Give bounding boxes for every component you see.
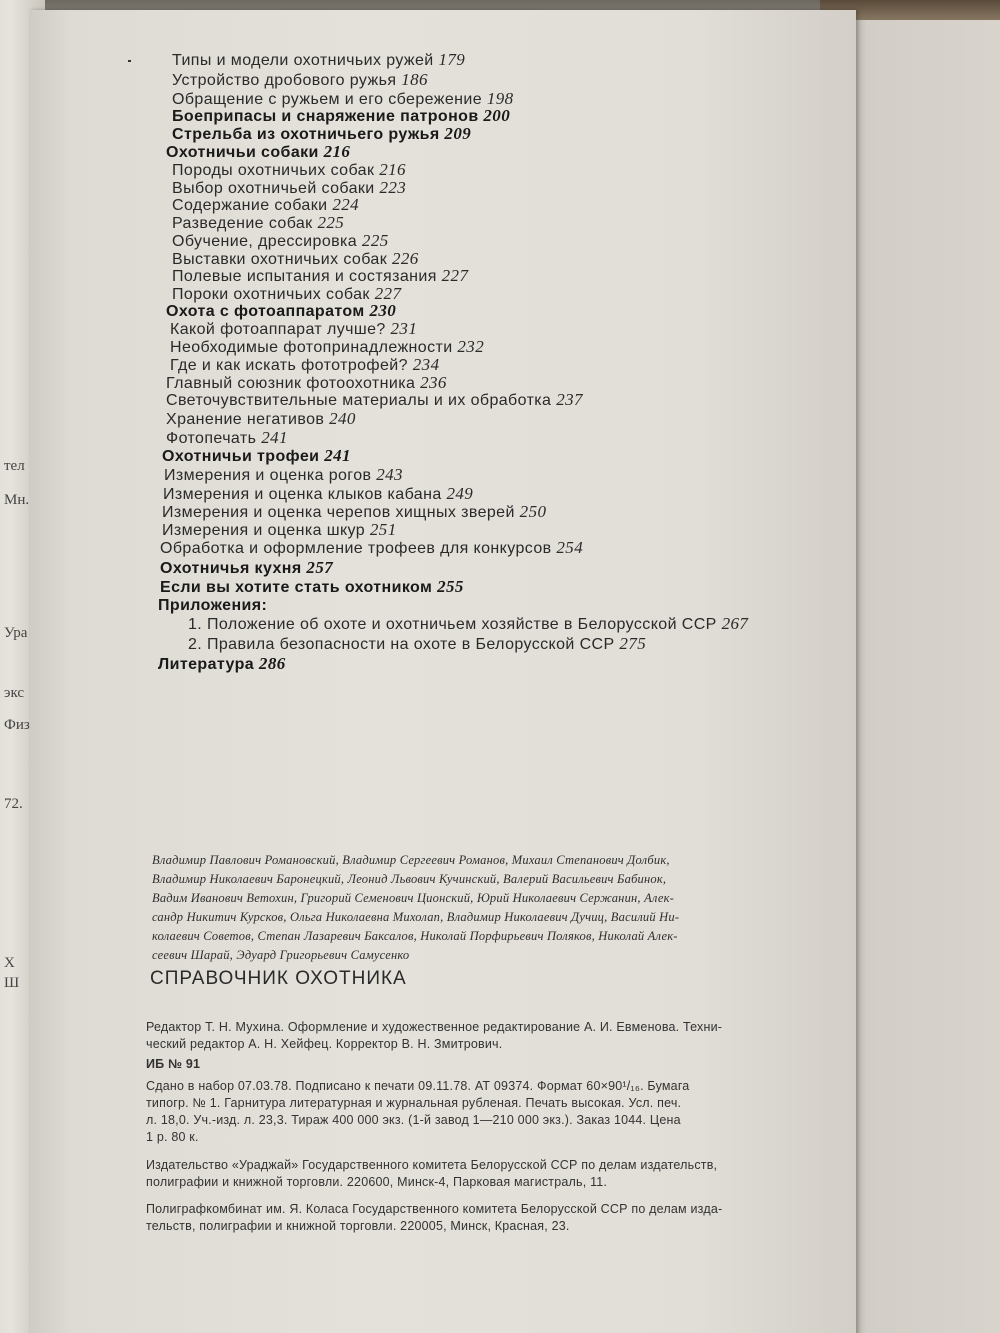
toc-entry-title: Породы охотничьих собак: [172, 162, 380, 179]
toc-entry-title: Если вы хотите стать охотником: [160, 579, 438, 596]
toc-entry: [160, 577, 464, 597]
toc-entry: [162, 446, 351, 466]
toc-entry-title: Обработка и оформление трофеев для конкурсов: [160, 540, 557, 557]
ib-number: ИБ № 91: [146, 1057, 201, 1071]
left-page-fragment: Х: [4, 955, 15, 971]
toc-entry-page-number: 240: [329, 409, 356, 428]
authors-line: Владимир Павлович Романовский, Владимир Сергеевич Романов, Михаил Степанович Долбик,: [152, 853, 670, 867]
toc-entry-title: Фотопечать: [166, 430, 262, 447]
toc-entry: [172, 160, 406, 180]
toc-entry-page-number: 225: [317, 213, 345, 232]
toc-entry: [170, 337, 484, 357]
publisher-line: Издательство «Ураджай» Государственного комитета Белорусской ССР по делам издательств,: [146, 1158, 718, 1172]
toc-entry: [172, 266, 468, 286]
toc-entry-page-number: 255: [437, 577, 464, 596]
toc-entry-page-number: 226: [391, 249, 419, 268]
toc-entry-page-number: 230: [369, 301, 397, 320]
toc-entry-title: Боеприпасы и снаряжение патронов: [172, 108, 484, 125]
toc-entry-page-number: 223: [379, 178, 407, 197]
print-info-line: Сдано в набор 07.03.78. Подписано к печати 09.11.78. АТ 09374. Формат 60×90¹/₁₆. Бумага: [146, 1079, 690, 1093]
toc-entry-title: Литература: [158, 656, 259, 673]
toc-entry-page-number: 200: [483, 106, 511, 125]
toc-entry: [166, 428, 288, 448]
toc-entry-page-number: 227: [374, 284, 402, 303]
toc-entry-title: Пороки охотничьих собак: [172, 286, 375, 303]
toc-entry-page-number: 198: [486, 89, 514, 108]
toc-entry-title: Светочувствительные материалы и их обработка: [166, 392, 557, 409]
print-info-line: 1 р. 80 к.: [146, 1130, 199, 1144]
toc-entry-page-number: 254: [556, 538, 584, 557]
toc-entry-title: Главный союзник фотоохотника: [166, 375, 421, 392]
toc-entry: [172, 70, 428, 90]
toc-entry-title: Какой фотоаппарат лучше?: [170, 321, 391, 338]
left-page-fragment: Физ: [4, 717, 30, 733]
toc-entry-title: Охотничьи собаки: [166, 144, 324, 161]
toc-entry-title: Типы и модели охотничьих ружей: [172, 52, 439, 69]
toc-entry: [172, 231, 389, 251]
toc-entry-page-number: 250: [519, 502, 547, 521]
editors-line: ческий редактор А. Н. Хейфец. Корректор В. Н. Змитрович.: [146, 1037, 503, 1051]
toc-entry-page-number: 275: [619, 634, 647, 653]
publisher-block: [146, 1157, 717, 1191]
toc-entry: [172, 124, 471, 144]
toc-entry-title: Измерения и оценка рогов: [164, 467, 377, 484]
toc-entry-title: Разведение собак: [172, 215, 318, 232]
toc-entry-title: Измерения и оценка черепов хищных зверей: [162, 504, 520, 521]
toc-entry-title: Охотничьи трофеи: [162, 448, 325, 465]
toc-entry: [170, 319, 417, 339]
toc-entry-title: Где и как искать фототрофей?: [170, 357, 413, 374]
toc-entry-title: Приложения:: [158, 597, 268, 614]
toc-entry-title: Выставки охотничьих собак: [172, 251, 392, 268]
toc-entry-title: 2. Правила безопасности на охоте в Белорусской ССР: [188, 636, 620, 653]
toc-entry-page-number: 243: [376, 465, 403, 484]
printer-line: Полиграфкомбинат им. Я. Коласа Государственного комитета Белорусской ССР по делам изда-: [146, 1202, 723, 1216]
toc-entry-title: 1. Положение об охоте и охотничьем хозяйстве в Белорусской ССР: [188, 616, 722, 633]
toc-entry-title: Хранение негативов: [166, 411, 330, 428]
toc-entry-page-number: 179: [438, 50, 466, 69]
toc-entry: [162, 502, 546, 522]
toc-entry-title: Содержание собаки: [172, 197, 333, 214]
left-page-fragment: тел: [4, 458, 25, 474]
toc-entry-page-number: 241: [324, 446, 351, 465]
toc-entry: [172, 106, 510, 126]
print-info-block: [146, 1078, 689, 1146]
toc-entry-title: Стрельба из охотничьего ружья: [172, 126, 445, 143]
toc-entry-page-number: 232: [457, 337, 485, 356]
authors-line: Владимир Николаевич Баронецкий, Леонид Львович Кучинский, Валерий Васильевич Бабинок,: [152, 872, 667, 886]
editors-line: Редактор Т. Н. Мухина. Оформление и художественное редактирование А. И. Евменова. Техни-: [146, 1020, 723, 1034]
book-title: СПРАВОЧНИК ОХОТНИКА: [150, 968, 407, 989]
authors-line: Вадим Иванович Ветохин, Григорий Семенович Ционский, Юрий Николаевич Сержанин, Алек-: [152, 891, 675, 905]
toc-entry-title: Выбор охотничьей собаки: [172, 180, 380, 197]
toc-entry-page-number: 216: [323, 142, 351, 161]
publisher-line: полиграфии и книжной торговли. 220600, Минск-4, Парковая магистраль, 11.: [146, 1175, 608, 1189]
toc-entry: [188, 614, 748, 634]
toc-entry: [166, 390, 583, 410]
toc-entry: [163, 484, 473, 504]
toc-entry-page-number: 286: [258, 654, 286, 673]
toc-entry-page-number: 251: [369, 520, 397, 539]
print-info-line: типогр. № 1. Гарнитура литературная и журнальная рубленая. Печать высокая. Усл. печ.: [146, 1096, 682, 1110]
left-page-fragment: экс: [4, 685, 25, 701]
toc-entry-page-number: 209: [444, 124, 472, 143]
toc-entry-page-number: 231: [390, 319, 418, 338]
toc-entry: [160, 558, 333, 578]
toc-entry-title: Необходимые фотопринадлежности: [170, 339, 458, 356]
toc-entry-title: Полевые испытания и состязания: [172, 268, 442, 285]
toc-entry-page-number: 186: [401, 70, 428, 89]
toc-entry: [172, 50, 465, 70]
editors-block: [146, 1019, 722, 1053]
toc-entry-title: Измерения и оценка клыков кабана: [163, 486, 447, 503]
toc-entry-page-number: 241: [261, 428, 288, 447]
toc-entry-page-number: 236: [420, 373, 447, 392]
toc-entry-page-number: 225: [361, 231, 389, 250]
toc-entry: [164, 465, 403, 485]
toc-entry: [170, 355, 439, 375]
toc-entry: [188, 634, 646, 654]
printer-line: тельств, полиграфии и книжной торговли. 220005, Минск, Красная, 23.: [146, 1219, 570, 1233]
printer-block: [146, 1201, 722, 1235]
authors-line: колаевич Советов, Степан Лазаревич Баксалов, Николай Порфирьевич Поляков, Николай Алек-: [152, 929, 678, 943]
print-info-line: л. 18,0. Уч.-изд. л. 23,3. Тираж 400 000 экз. (1-й завод 1—210 000 экз.). Заказ 1044. Цена: [146, 1113, 681, 1127]
left-page-fragment: Ш: [4, 975, 20, 991]
toc-entry-title: Охотничья кухня: [160, 560, 307, 577]
toc-entry: [172, 195, 359, 215]
toc-entry-page-number: 224: [332, 195, 360, 214]
toc-entry-page-number: 227: [441, 266, 469, 285]
toc-entry: [162, 520, 397, 540]
toc-entry-page-number: 257: [306, 558, 334, 577]
toc-entry-title: Устройство дробового ружья: [172, 72, 402, 89]
toc-entry: [166, 301, 396, 321]
toc-entry-title: Обращение с ружьем и его сбережение: [172, 91, 487, 108]
toc-entry: [172, 213, 344, 233]
authors-line: сандр Никитич Курсков, Ольга Николаевна Михолап, Владимир Николаевич Дучиц, Василий Ни-: [152, 910, 680, 924]
toc-entry-page-number: 249: [446, 484, 474, 503]
toc-entry-title: Измерения и оценка шкур: [162, 522, 370, 539]
authors-block: [152, 851, 679, 965]
left-page-fragment: Мн.: [4, 492, 30, 508]
left-page-fragment: 72.: [4, 796, 23, 812]
toc-entry-page-number: 267: [721, 614, 749, 633]
toc-entry: [166, 409, 356, 429]
toc-entry-page-number: 234: [412, 355, 440, 374]
toc-entry-page-number: 237: [556, 390, 583, 409]
toc-entry: [158, 597, 267, 615]
toc-entry: [158, 654, 286, 674]
toc-entry: [166, 142, 350, 162]
left-page-fragment: Ура: [4, 625, 28, 641]
toc-entry: [160, 538, 583, 558]
toc-entry-page-number: 216: [379, 160, 406, 179]
toc-entry-title: Охота с фотоаппаратом: [166, 303, 370, 320]
authors-line: сеевич Шарай, Эдуард Григорьевич Самусенко: [152, 948, 410, 962]
toc-entry-title: Обучение, дрессировка: [172, 233, 362, 250]
